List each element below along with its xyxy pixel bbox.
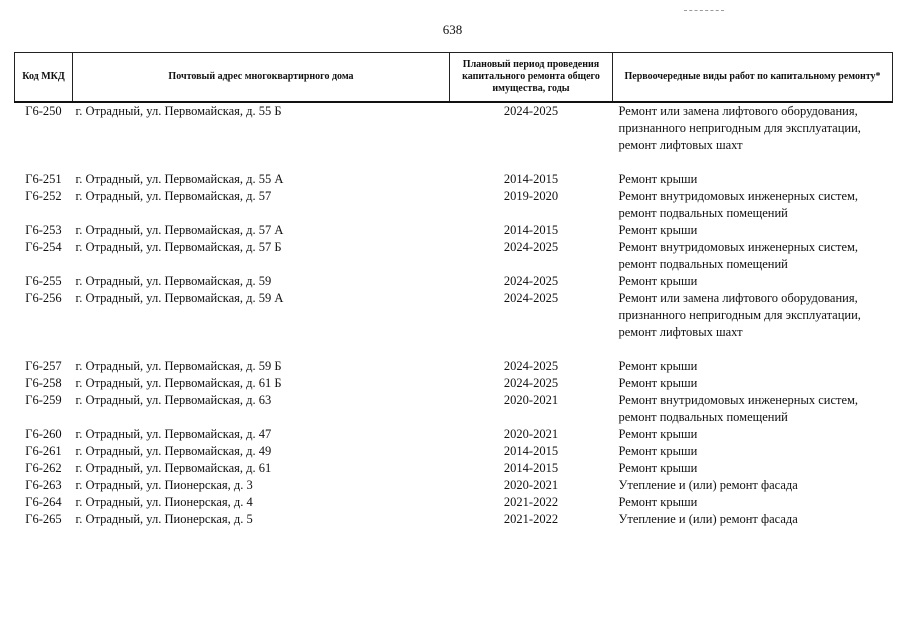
cell-code: Г6-265 [25,512,62,526]
cell-period: 2020-2021 [503,478,559,492]
cell-code: Г6-256 [25,291,62,305]
cell-code: Г6-262 [25,461,62,475]
cell-address: г. Отрадный, ул. Первомайская, д. 59 Б [75,359,282,373]
cell-address: г. Отрадный, ул. Первомайская, д. 61 [75,461,272,475]
cell-works: Ремонт крыши [618,444,698,458]
cell-address: г. Отрадный, ул. Первомайская, д. 47 [75,427,272,441]
table-row [15,290,893,358]
table-row [15,273,893,290]
cell-works: Ремонт крыши [618,172,698,186]
table-row [15,443,893,460]
cell-period: 2014-2015 [503,461,559,475]
cell-address: г. Отрадный, ул. Первомайская, д. 59 [75,274,272,288]
cell-address: г. Отрадный, ул. Первомайская, д. 61 Б [75,376,282,390]
cell-code: Г6-259 [25,393,62,407]
table-row [15,171,893,188]
table-row [15,460,893,477]
cell-works: Утепление и (или) ремонт фасада [618,512,798,526]
table-row [15,188,893,222]
header-period: Плановый период проведения капитального ремонта общего имущества, годы [450,53,613,103]
cell-address: г. Отрадный, ул. Первомайская, д. 55 А [75,172,284,186]
table-row [15,511,893,528]
cell-period: 2014-2015 [503,223,559,237]
cell-works: Ремонт крыши [618,376,698,390]
table-row [15,426,893,443]
cell-works: Ремонт крыши [618,461,698,475]
cell-code: Г6-260 [25,427,62,441]
cell-works: Ремонт крыши [618,223,698,237]
table-row [15,477,893,494]
header-works: Первоочередные виды работ по капитальному ремонту* [613,53,893,103]
cell-works: Ремонт крыши [618,495,698,509]
cell-works: Ремонт внутридомовых инженерных систем, ремонт подвальных помещений [618,189,859,220]
cell-code: Г6-263 [25,478,62,492]
scan-mark [684,10,724,11]
cell-code: Г6-258 [25,376,62,390]
cell-period: 2014-2015 [503,444,559,458]
table-row [15,222,893,239]
cell-period: 2020-2021 [503,393,559,407]
cell-works: Ремонт крыши [618,427,698,441]
cell-address: г. Отрадный, ул. Первомайская, д. 63 [75,393,272,407]
cell-address: г. Отрадный, ул. Пионерская, д. 5 [75,512,253,526]
cell-code: Г6-254 [25,240,62,254]
header-code: Код МКД [15,53,73,103]
cell-period: 2014-2015 [503,172,559,186]
cell-code: Г6-261 [25,444,62,458]
cell-address: г. Отрадный, ул. Первомайская, д. 49 [75,444,272,458]
capital-repair-table [14,52,893,528]
table-row [15,375,893,392]
cell-works: Ремонт или замена лифтового оборудования, признанного непригодным для эксплуатации, ремонт лифтовых шахт [618,104,861,152]
cell-period: 2024-2025 [503,291,559,305]
cell-period: 2019-2020 [503,189,559,203]
cell-period: 2024-2025 [503,359,559,373]
cell-address: г. Отрадный, ул. Первомайская, д. 57 Б [75,240,282,254]
table-body [15,102,893,528]
table-row [15,102,893,171]
cell-address: г. Отрадный, ул. Пионерская, д. 4 [75,495,253,509]
page-number: 638 [442,22,463,37]
cell-code: Г6-251 [25,172,62,186]
cell-code: Г6-255 [25,274,62,288]
cell-address: г. Отрадный, ул. Первомайская, д. 57 А [75,223,284,237]
cell-code: Г6-264 [25,495,62,509]
cell-code: Г6-257 [25,359,62,373]
cell-works: Утепление и (или) ремонт фасада [618,478,798,492]
cell-period: 2024-2025 [503,274,559,288]
cell-works: Ремонт или замена лифтового оборудования, признанного непригодным для эксплуатации, ремонт лифтовых шахт [618,291,861,339]
cell-period: 2021-2022 [503,495,559,509]
cell-code: Г6-253 [25,223,62,237]
cell-works: Ремонт внутридомовых инженерных систем, ремонт подвальных помещений [618,240,859,271]
cell-works: Ремонт крыши [618,359,698,373]
cell-works: Ремонт внутридомовых инженерных систем, ремонт подвальных помещений [618,393,859,424]
table-row [15,358,893,375]
cell-address: г. Отрадный, ул. Первомайская, д. 57 [75,189,272,203]
cell-period: 2021-2022 [503,512,559,526]
cell-period: 2020-2021 [503,427,559,441]
cell-code: Г6-252 [25,189,62,203]
header-address: Почтовый адрес многоквартирного дома [73,53,450,103]
cell-address: г. Отрадный, ул. Пионерская, д. 3 [75,478,253,492]
table-header [15,53,893,103]
cell-address: г. Отрадный, ул. Первомайская, д. 59 А [75,291,284,305]
table-row [15,392,893,426]
cell-address: г. Отрадный, ул. Первомайская, д. 55 Б [75,104,282,118]
table-row [15,494,893,511]
cell-code: Г6-250 [25,104,62,118]
cell-period: 2024-2025 [503,376,559,390]
cell-period: 2024-2025 [503,240,559,254]
cell-period: 2024-2025 [503,104,559,118]
table-row [15,239,893,273]
cell-works: Ремонт крыши [618,274,698,288]
